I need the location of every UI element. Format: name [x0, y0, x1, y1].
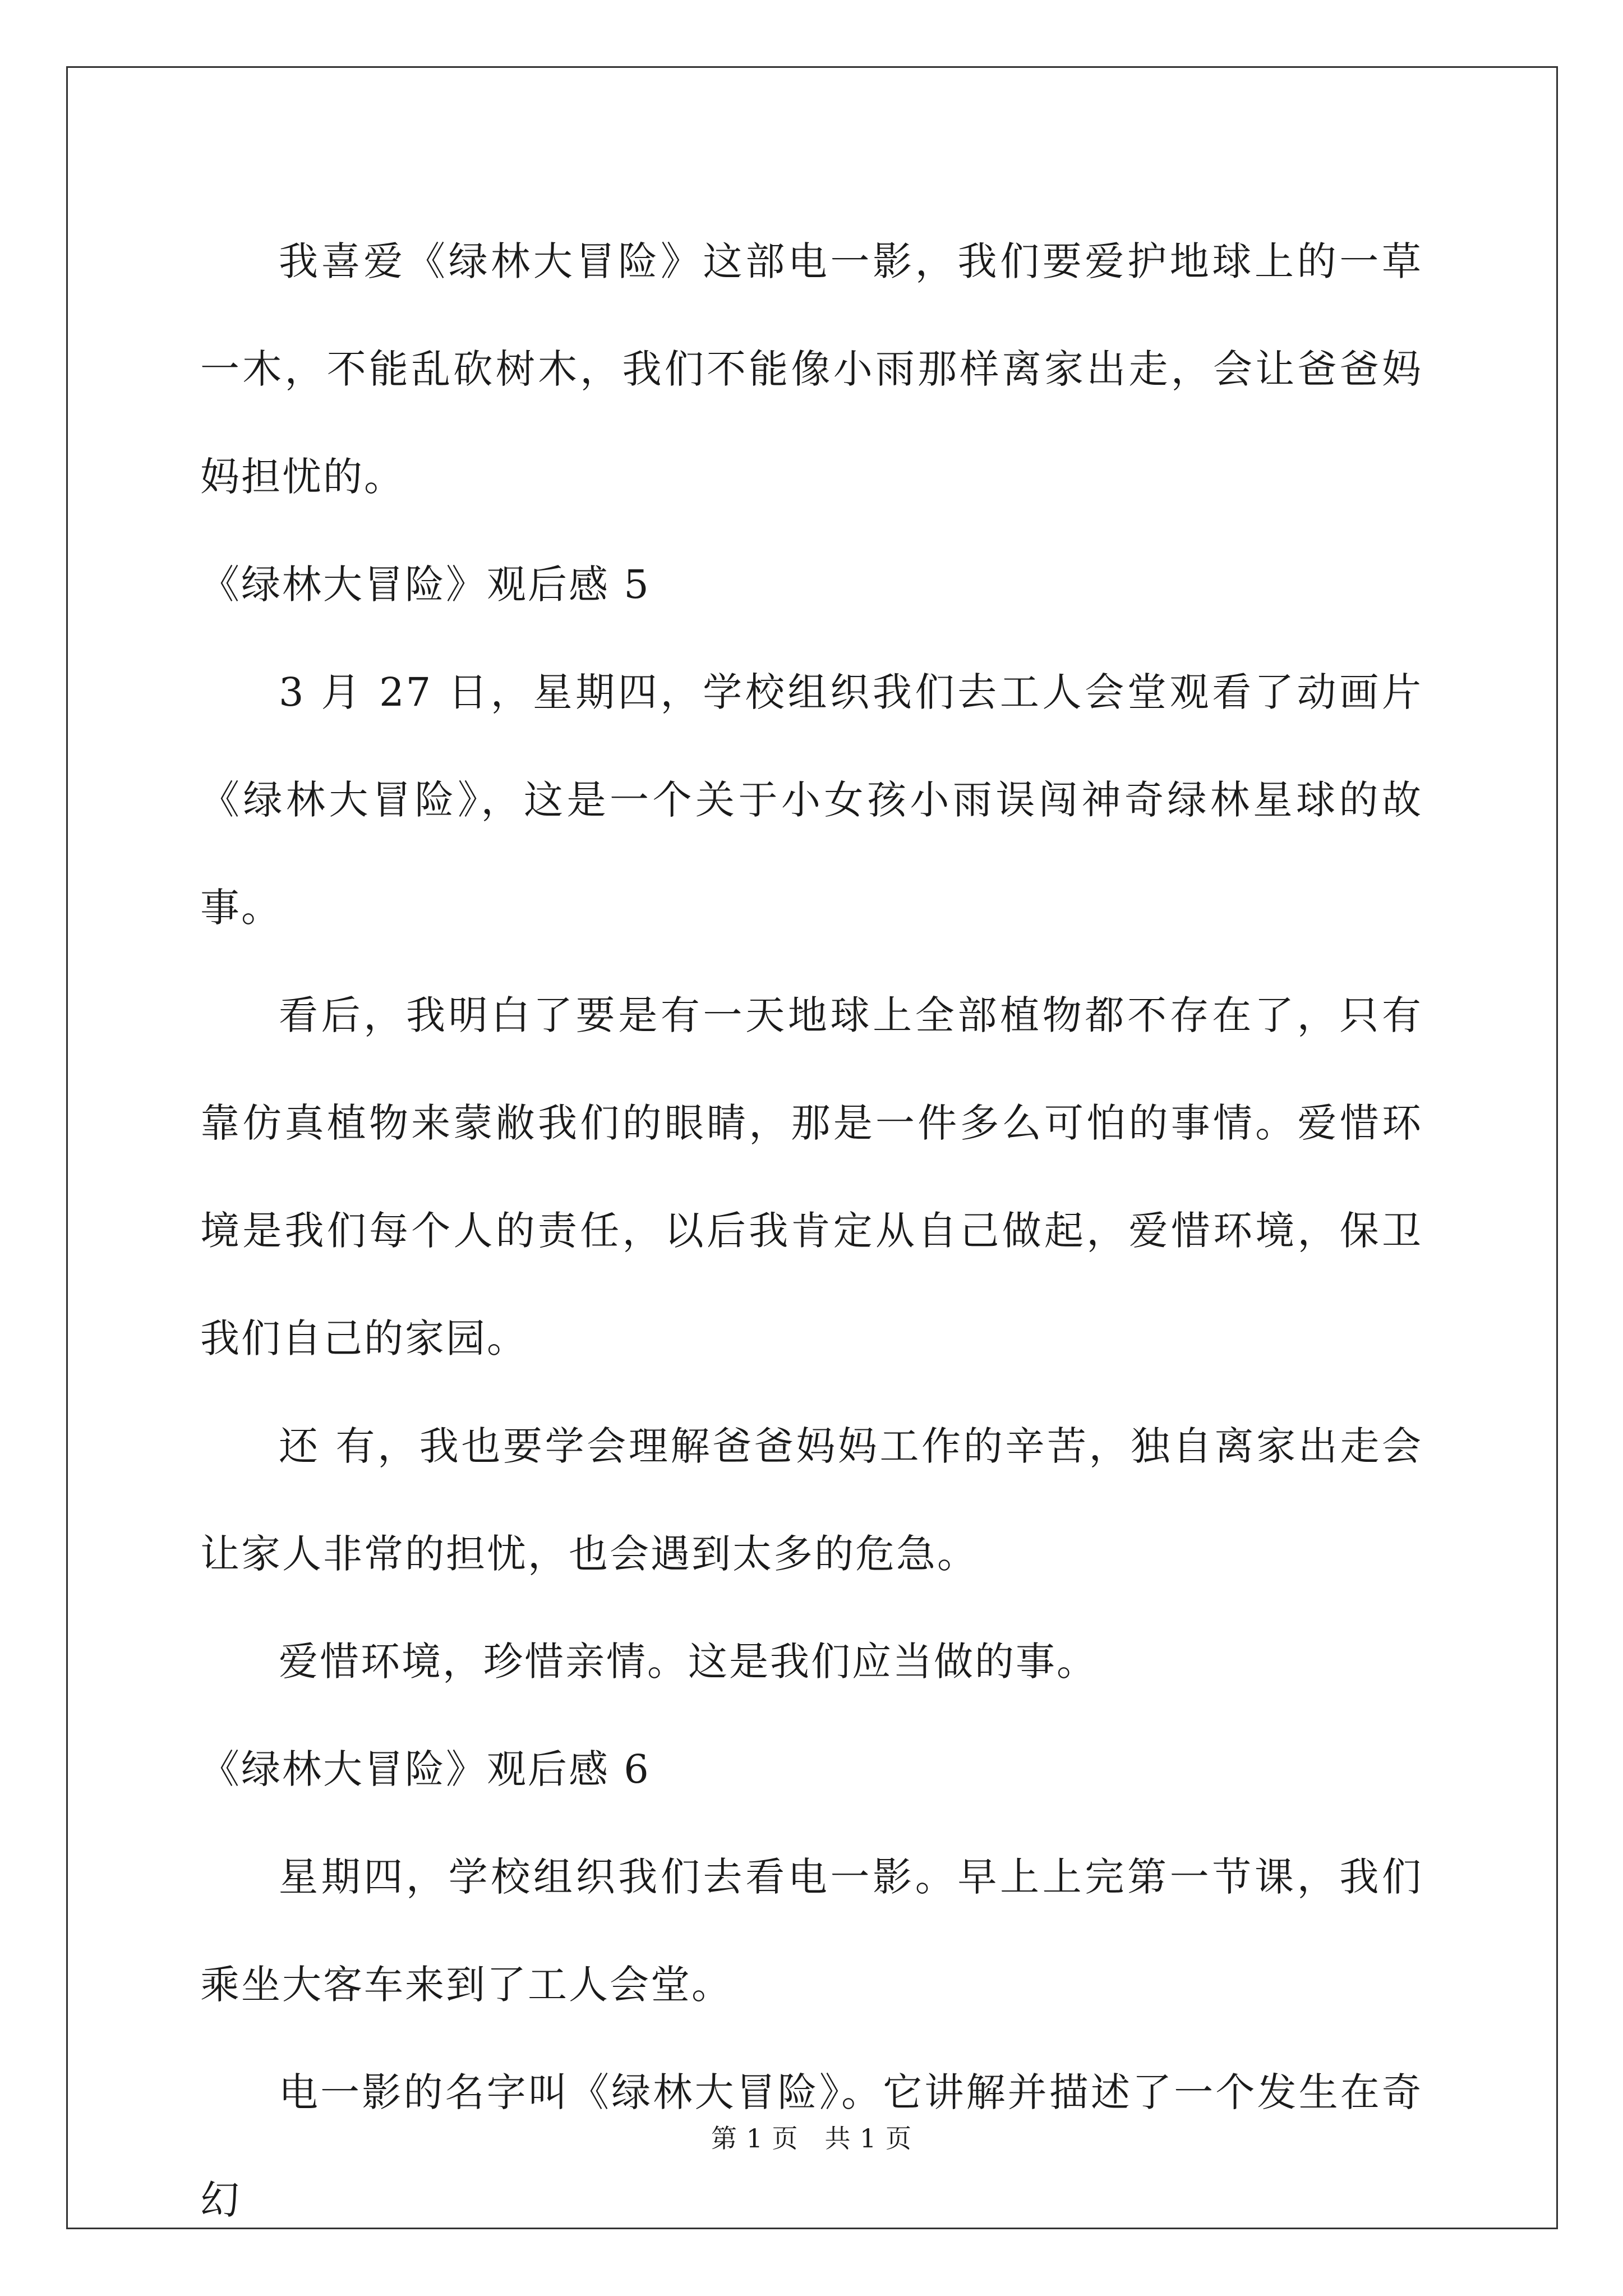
paragraph-5: 爱惜环境，珍惜亲情。这是我们应当做的事。 [279, 1639, 1098, 1685]
paragraph-3: 看后，我明白了要是有一天地球上全部植物都不存在了，只有靠仿真植物来蒙敝我们的眼睛，那是一件多么可怕的事情。爱惜环境是我们每个人的责任，以后我肯定从自己做起，爱惜环境，保卫我们自己的家园。 [200, 992, 1423, 1361]
paragraph-2: 3 月 27 日，星期四，学校组织我们去工人会堂观看了动画片《绿林大冒险》，这是一个关于小女孩小雨误闯神奇绿林星球的故事。 [200, 669, 1423, 931]
document-body [200, 208, 1423, 2254]
section-heading-6: 《绿林大冒险》观后感 6 [200, 1746, 651, 1792]
page-number: 第 1 页 [711, 2123, 799, 2154]
paragraph-6: 星期四，学校组织我们去看电一影。早上上完第一节课，我们乘坐大客车来到了工人会堂。 [200, 1854, 1423, 2008]
page-total: 共 1 页 [824, 2123, 912, 2154]
page-footer [0, 2122, 1623, 2155]
section-heading-5: 《绿林大冒险》观后感 5 [200, 562, 651, 608]
paragraph-7: 电一影的名字叫《绿林大冒险》。它讲解并描述了一个发生在奇幻 [200, 2069, 1423, 2223]
paragraph-1: 我喜爱《绿林大冒险》这部电一影，我们要爱护地球上的一草一木，不能乱砍树木，我们不能像小雨那样离家出走，会让爸爸妈妈担忧的。 [200, 238, 1423, 500]
paragraph-4: 还 有，我也要学会理解爸爸妈妈工作的辛苦，独自离家出走会让家人非常的担忧，也会遇到太多的危急。 [200, 1423, 1423, 1577]
